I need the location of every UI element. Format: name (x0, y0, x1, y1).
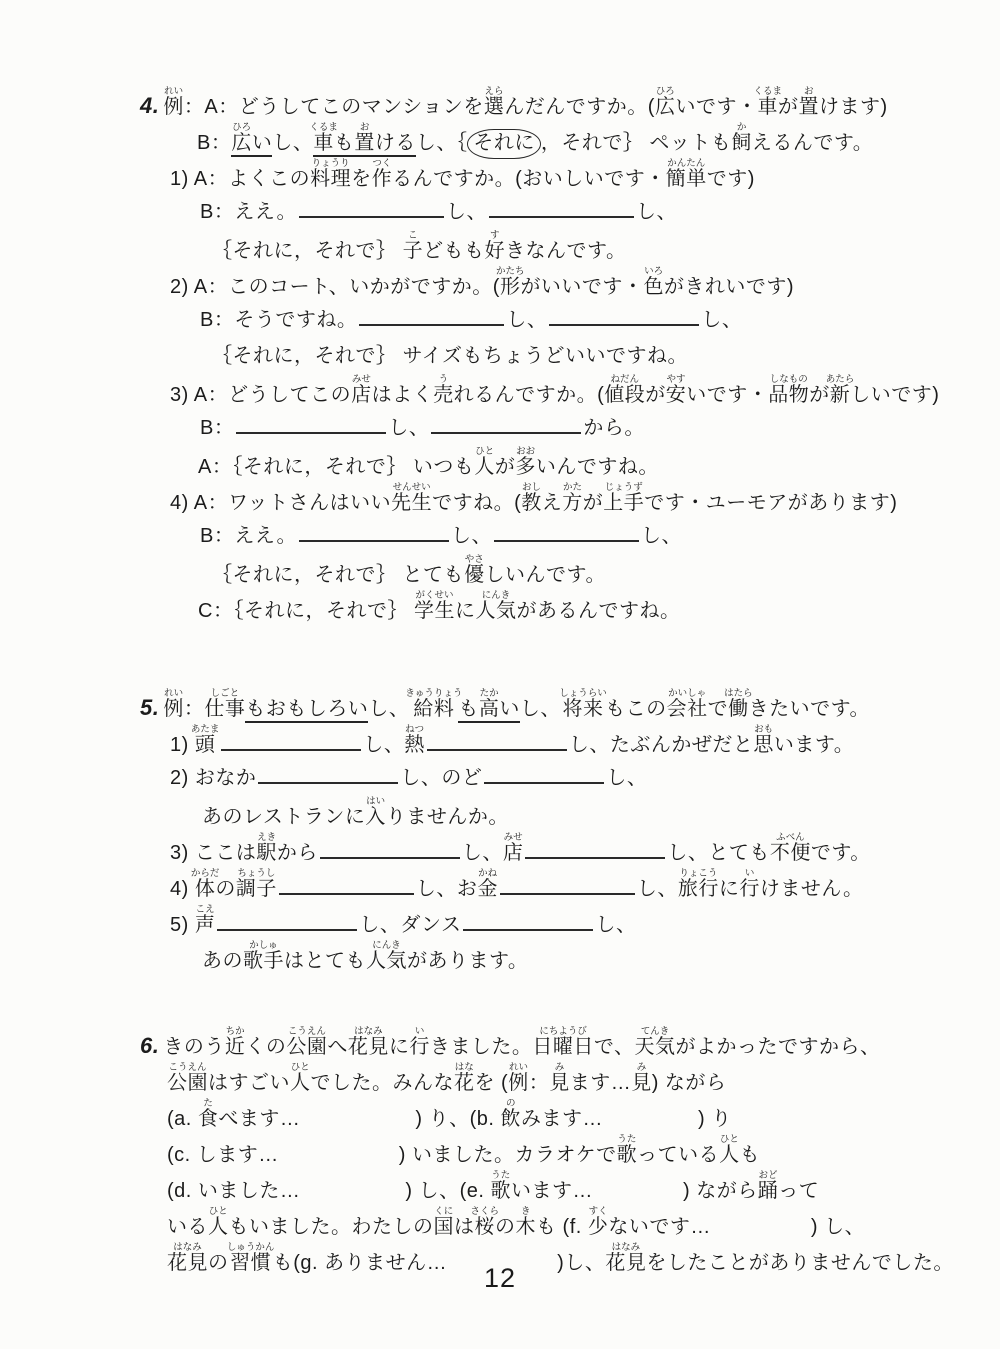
fill-in-blank-line (484, 778, 604, 784)
kanji-with-furigana: 例れい (163, 688, 184, 720)
fill-in-blank-line (500, 889, 635, 895)
page-number: 12 (483, 1263, 517, 1293)
kanji-with-furigana: 調子ちょうし (235, 868, 277, 900)
kanji-with-furigana: 日曜日にちようび (532, 1026, 594, 1058)
answer-space (300, 1123, 415, 1125)
kanji-with-furigana: 入はい (365, 796, 386, 828)
text-line: C：｛それに，それで｝ 学生がくせいに人気にんきがあるんですね。 (198, 590, 681, 622)
text-line: 5) 声こえし、ダンス し、 (170, 904, 637, 936)
fill-in-blank-line (221, 745, 361, 751)
kanji-with-furigana: 不便ふべん (769, 832, 811, 864)
text-line: 4) A：ワットさんはいい先生せんせいですね。(教おしえ方かたが上手じょうずです・ユーモアがあります) (170, 482, 898, 514)
kanji-with-furigana: 品物しなもの (768, 374, 810, 406)
kanji-with-furigana: 作つく (371, 158, 393, 190)
kanji-with-furigana: 桜さくら (470, 1206, 500, 1238)
text-line: (d. いました… ) し、(e. 歌うたいます… ) ながら踊おどって (167, 1170, 820, 1202)
text-line: 4) 体からだの調子ちょうしし、お金かねし、旅行りょこうに行いけません。 (170, 868, 864, 900)
text-line: あの歌手かしゅはとても人気にんきがあります。 (202, 940, 529, 972)
underlined-answer: 広ひろい (231, 132, 272, 157)
kanji-with-furigana: 車くるま (309, 122, 338, 154)
kanji-with-furigana: 好す (484, 230, 506, 262)
kanji-with-furigana: 飲の (500, 1098, 522, 1130)
kanji-with-furigana: 踊おど (757, 1170, 779, 1202)
fill-in-blank-line (525, 853, 665, 859)
kanji-with-furigana: 見み (631, 1062, 652, 1094)
kanji-with-furigana: 給料きゅうりょう (405, 688, 463, 720)
text-line: 3) ここは駅えきから し、店みせし、とても不便ふべんです。 (170, 832, 871, 864)
kanji-with-furigana: 売う (433, 374, 454, 406)
text-line: B：ええ。 し、 し、 (200, 525, 683, 547)
kanji-with-furigana: 行い (409, 1026, 430, 1058)
kanji-with-furigana: 教おし (521, 482, 542, 514)
kanji-with-furigana: 熱ねつ (404, 724, 425, 756)
kanji-with-furigana: 高たか (478, 688, 500, 720)
text-line: B：広ひろいし、車くるまも置おけるし、｛ それに ，それで｝ ペットも飼かえるんです。 (197, 122, 980, 158)
text-line: ｛それに，それで｝ 子こどもも好すきなんです。 (212, 230, 627, 262)
kanji-with-furigana: 花見はなみ (605, 1242, 647, 1274)
kanji-with-furigana: 選えら (483, 86, 505, 118)
text-line: 2) おなか し、のど し、 (170, 767, 648, 789)
underlined-answer: もおもしろい (245, 698, 368, 723)
fill-in-blank-line (463, 925, 593, 931)
fill-in-blank-line (427, 745, 567, 751)
answer-space (593, 1195, 683, 1197)
fill-in-blank-line (489, 212, 634, 218)
kanji-with-furigana: 会社かいしゃ (666, 688, 708, 720)
kanji-with-furigana: 店みせ (502, 832, 524, 864)
exercise-number: 6. (140, 1033, 160, 1058)
kanji-with-furigana: 方かた (562, 482, 583, 514)
text-line: B：そうですね。 し、 し、 (200, 309, 743, 331)
kanji-with-furigana: 木き (515, 1206, 536, 1238)
kanji-with-furigana: 人ひと (474, 446, 495, 478)
fill-in-blank-line (359, 320, 504, 326)
kanji-with-furigana: 人ひと (719, 1134, 740, 1166)
kanji-with-furigana: 優やさ (464, 554, 485, 586)
kanji-with-furigana: 広ひろ (231, 122, 252, 154)
text-line: 4. 例れい：A：どうしてこのマンションを選えらんだんですか。(広ひろいです・車くるまが置おけます) (140, 86, 888, 118)
kanji-with-furigana: 人気にんき (475, 590, 517, 622)
answer-space (300, 1195, 405, 1197)
kanji-with-furigana: 先生せんせい (391, 482, 433, 514)
kanji-with-furigana: 車くるま (753, 86, 782, 118)
kanji-with-furigana: 広ひろ (654, 86, 676, 118)
kanji-with-furigana: 多おお (515, 446, 536, 478)
text-line: ｛それに，それで｝ とても優やさしいんです。 (212, 554, 606, 586)
kanji-with-furigana: 駅えき (256, 832, 277, 864)
kanji-with-furigana: 学生がくせい (414, 590, 455, 622)
kanji-with-furigana: 安やす (665, 374, 687, 406)
kanji-with-furigana: 花見はなみ (347, 1026, 389, 1058)
text-line: 1) A：よくこの料理りょうりを作つくるんですか。(おいしいです・簡単かんたんです) (170, 158, 755, 190)
kanji-with-furigana: 形かたち (495, 266, 525, 298)
exercise-number: 5. (140, 695, 160, 720)
text-line: 公園こうえんはすごい人ひとでした。みんな花はなを (例れい：見みます…見み) ながら (167, 1062, 727, 1094)
fill-in-blank-line (258, 778, 398, 784)
fill-in-blank-line (299, 536, 449, 542)
kanji-with-furigana: 置お (354, 122, 375, 154)
kanji-with-furigana: 公園こうえん (286, 1026, 328, 1058)
kanji-with-furigana: 少すく (587, 1206, 609, 1238)
text-line: 5. 例れい：仕事しごともおもしろいし、給料きゅうりょうも高たかいし、将来しょうらいもこの会社かいしゃで働はたらきたいです。 (140, 688, 980, 724)
kanji-with-furigana: 値段ねだん (604, 374, 646, 406)
text-line: A：｛それに，それで｝ いつも人ひとが多おおいんですね。 (198, 446, 659, 478)
kanji-with-furigana: 人気にんき (366, 940, 407, 972)
kanji-with-furigana: 花はな (454, 1062, 475, 1094)
kanji-with-furigana: 国くに (433, 1206, 454, 1238)
kanji-with-furigana: 習慣しゅうかん (226, 1242, 275, 1274)
kanji-with-furigana: 人ひと (290, 1062, 311, 1094)
kanji-with-furigana: 食た (197, 1098, 219, 1130)
answer-space (279, 1159, 399, 1161)
kanji-with-furigana: 働はたら (724, 688, 753, 720)
kanji-with-furigana: 思おも (753, 724, 774, 756)
fill-in-blank-line (236, 428, 386, 434)
kanji-with-furigana: 公園こうえん (167, 1062, 208, 1094)
kanji-with-furigana: 将来しょうらい (559, 688, 607, 720)
fill-in-blank-line (299, 212, 444, 218)
exercise-5-section (140, 688, 980, 976)
text-line: ｛それに，それで｝ サイズもちょうどいいですね。 (212, 345, 688, 367)
answer-space (711, 1231, 811, 1233)
text-line: あのレストランに入はいりませんか。 (202, 796, 509, 828)
kanji-with-furigana: 店みせ (351, 374, 372, 406)
kanji-with-furigana: 上手じょうず (603, 482, 645, 514)
kanji-with-furigana: 旅行りょこう (677, 868, 719, 900)
kanji-with-furigana: 見み (549, 1062, 570, 1094)
text-line: B：ええ。 し、 し、 (200, 201, 678, 223)
kanji-with-furigana: 歌うた (490, 1170, 512, 1202)
kanji-with-furigana: 仕事しごと (204, 688, 246, 720)
kanji-with-furigana: 簡単かんたん (665, 158, 707, 190)
kanji-with-furigana: 新あたら (825, 374, 855, 406)
kanji-with-furigana: 声こえ (194, 904, 216, 936)
kanji-with-furigana: 花見はなみ (167, 1242, 208, 1274)
kanji-with-furigana: 置お (798, 86, 819, 118)
kanji-with-furigana: 料理りょうり (310, 158, 352, 190)
kanji-with-furigana: 近ちか (224, 1026, 246, 1058)
fill-in-blank-line (431, 428, 581, 434)
kanji-with-furigana: 体からだ (190, 868, 220, 900)
kanji-with-furigana: 歌手かしゅ (243, 940, 284, 972)
fill-in-blank-line (549, 320, 699, 326)
fill-in-blank-line (279, 889, 414, 895)
text-line: 花見はなみの習慣しゅうかんも(g. ありません… )し、花見はなみをしたことがありませんでした。 (167, 1242, 954, 1274)
kanji-with-furigana: 飼か (731, 122, 752, 154)
underlined-answer: 車くるまも置おける (313, 132, 416, 157)
text-line: 2) A：このコート、いかがですか。(形かたちがいいです・色いろがきれいです) (170, 266, 795, 298)
text-line: (c. します… ) いました。カラオケで歌うたっている人ひとも (167, 1134, 761, 1166)
exercise-number: 4. (140, 93, 160, 118)
kanji-with-furigana: 天気てんき (634, 1026, 676, 1058)
kanji-with-furigana: 色いろ (643, 266, 664, 298)
text-line: 6. きのう近ちかくの公園こうえんへ花見はなみに行いきました。日曜日にちようびで、天気てんきがよかったですから、 (140, 1026, 881, 1058)
answer-space (603, 1123, 698, 1125)
fill-in-blank-line (320, 853, 460, 859)
text-line: 3) A：どうしてこの店みせはよく売うれるんですか。(値段ねだんが安やすいです・品物しなものが新あたらしいです) (170, 374, 940, 406)
kanji-with-furigana: 子こ (402, 230, 424, 262)
fill-in-blank-line (217, 925, 357, 931)
kanji-with-furigana: 歌うた (616, 1134, 638, 1166)
circled-answer: それに (467, 129, 541, 159)
text-line: (a. 食たべます… ) り、(b. 飲のみます… ) り (167, 1098, 732, 1130)
exercise-4-section (140, 86, 980, 626)
kanji-with-furigana: 行い (739, 868, 760, 900)
text-line: 1) 頭あたまし、熱ねつし、たぶんかぜだと思おもいます。 (170, 724, 855, 756)
kanji-with-furigana: 人ひと (208, 1206, 229, 1238)
kanji-with-furigana: 例れい (163, 86, 184, 118)
kanji-with-furigana: 例れい (508, 1062, 529, 1094)
text-line: B： し、 から。 (200, 417, 645, 439)
exercise-6-section (140, 1026, 980, 1278)
text-line: いる人ひともいました。わたしの国くには桜さくらの木きも (f. 少すくないです… ) し、 (167, 1206, 866, 1238)
underlined-answer: も高たかい (458, 698, 520, 723)
fill-in-blank-line (494, 536, 639, 542)
kanji-with-furigana: 金かね (477, 868, 498, 900)
kanji-with-furigana: 頭あたま (190, 724, 220, 756)
